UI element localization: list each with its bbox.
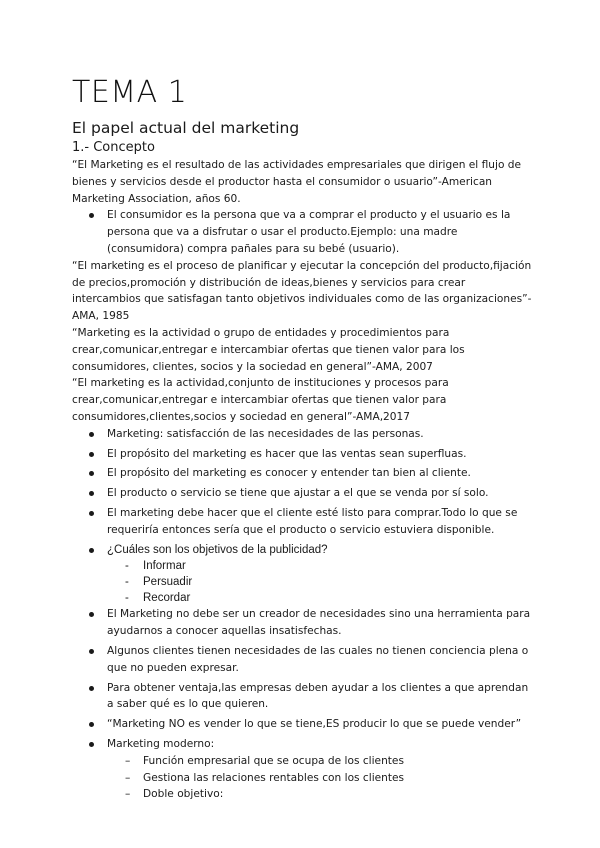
definition-paragraph: “El marketing es el proceso de planificar y ejecutar la concepción del producto,fijación de precios,promoción y distribución de ideas,bienes y servicios para crear intercambios que satisfagan tanto objetivos individuales como de las organizaciones”-AMA, 1985 — [72, 259, 532, 323]
bullet-list — [72, 426, 600, 803]
dash-icon: - — [125, 560, 129, 573]
list-item: El marketing debe hacer que el cliente esté listo para comprar.Todo lo que se requeriría entonces sería que el producto o servicio estuviera disponible. — [107, 505, 532, 539]
bullet-icon — [89, 491, 94, 496]
list-item: Marketing: satisfacción de las necesidades de las personas. — [107, 426, 532, 443]
bullet-icon — [89, 722, 94, 727]
list-item: El propósito del marketing es conocer y entender tan bien al cliente. — [107, 465, 532, 482]
sub-list — [107, 753, 532, 803]
sub-list — [107, 558, 532, 606]
dash-icon: – — [125, 788, 131, 801]
list-item: El producto o servicio se tiene que ajustar a el que se venda por sí solo. — [107, 485, 532, 502]
sub-list-item: – Función empresarial que se ocupa de los clientes — [143, 753, 532, 770]
section-heading: 1.- Concepto — [72, 140, 155, 155]
bullet-icon — [89, 548, 94, 553]
list-item: El Marketing no debe ser un creador de necesidades sino una herramienta para ayudarnos a conocer aquellas insatisfechas. — [107, 606, 532, 640]
bullet-icon — [89, 742, 94, 747]
dash-icon: – — [125, 754, 131, 767]
sub-list-item: – Doble objetivo: — [143, 786, 532, 803]
dash-icon: – — [125, 771, 131, 784]
bullet-icon — [89, 511, 94, 516]
list-item: El consumidor es la persona que va a comprar el producto y el usuario es la persona que va a disfrutar o usar el producto.Ejemplo: una madre (consumidora) compra pañales para su bebé (usuario). — [107, 207, 532, 257]
list-item: Algunos clientes tienen necesidades de las cuales no tienen conciencia plena o que no pueden expresar. — [107, 643, 532, 677]
sub-list-item: - Persuadir — [125, 576, 193, 589]
document-title: TEMA 1 — [72, 75, 188, 110]
list-item: El propósito del marketing es hacer que las ventas sean superfluas. — [107, 446, 532, 463]
definition-paragraph: “El Marketing es el resultado de las actividades empresariales que dirigen el flujo de bienes y servicios desde el productor hasta el consumidor o usuario”-American Marketing Association, años 60. — [72, 159, 522, 205]
document-subtitle: El papel actual del marketing — [72, 119, 300, 137]
bullet-icon — [89, 612, 94, 617]
list-item: “Marketing NO es vender lo que se tiene,ES producir lo que se puede vender” — [107, 716, 532, 733]
sub-list-item: - Recordar — [125, 592, 191, 605]
sub-list-item: – Gestiona las relaciones rentables con los clientes — [143, 770, 532, 787]
bullet-list — [72, 207, 600, 257]
bullet-icon — [89, 213, 94, 218]
bullet-icon — [89, 471, 94, 476]
bullet-icon — [89, 649, 94, 654]
list-item: ¿Cuáles son los objetivos de la publicidad? - Informar - Persuadir - Recordar — [107, 542, 532, 607]
dash-icon: - — [125, 592, 129, 605]
sub-list-item: - Informar — [125, 560, 186, 573]
definition-paragraph: “El marketing es la actividad,conjunto de instituciones y procesos para crear,comunicar,entregar e intercambiar ofertas que tienen valor para consumidores,clientes,socios y sociedad en general”-AMA,2017 — [72, 377, 449, 423]
bullet-icon — [89, 686, 94, 691]
list-item: Para obtener ventaja,las empresas deben ayudar a los clientes a que aprendan a saber qué es lo que quieren. — [107, 680, 532, 714]
list-item: Marketing moderno: – Función empresarial que se ocupa de los clientes – Gestiona las relaciones rentables con los clientes – Doble objetivo: — [107, 736, 532, 803]
bullet-icon — [89, 432, 94, 437]
bullet-icon — [89, 452, 94, 457]
dash-icon: - — [125, 576, 129, 589]
definition-paragraph: “Marketing es la actividad o grupo de entidades y procedimientos para crear,comunicar,entregar e intercambiar ofertas que tienen valor para los consumidores, clientes, socios y la sociedad en general”-AMA, 2007 — [72, 326, 465, 373]
